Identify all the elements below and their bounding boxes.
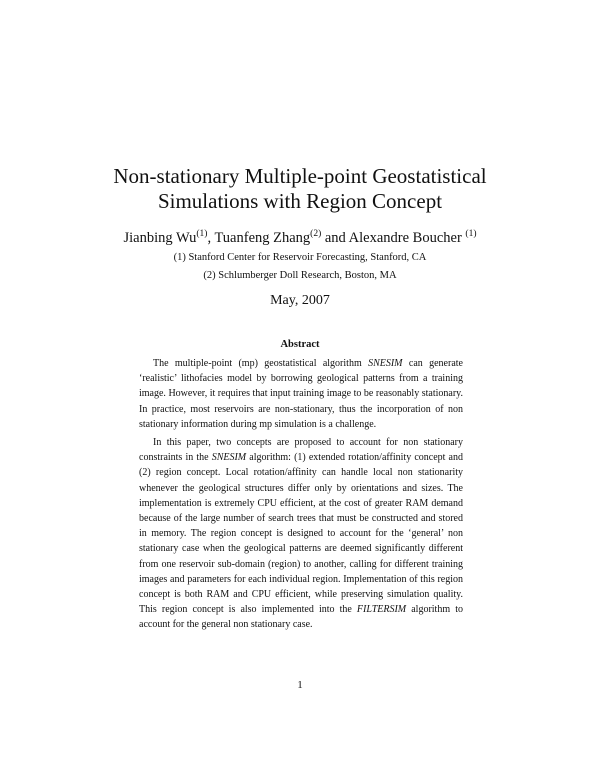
- author-name: Tuanfeng Zhang: [214, 230, 311, 246]
- author-separator: ,: [207, 230, 215, 246]
- abstract-text: In this paper, two concepts are proposed to account for non stationary constraints in the: [139, 437, 463, 464]
- abstract-paragraph: [139, 356, 463, 432]
- author-affiliation-mark: (2): [310, 229, 322, 239]
- author-separator: and: [321, 230, 349, 246]
- abstract-heading: Abstract: [280, 339, 320, 350]
- abstract-text: algorithm: (1) extended rotation/affinity concept and (2) region concept. Local rotation/affinity can handle local non stationarity whenever the geological structures differ only by orientations and sizes. The implementation is extremely CPU efficient, at the cost of greater RAM demand because of the large number of search trees that must be constructed and stored in memory. The region concept is designed to account for the ‘general’ non stationary case when the geological patterns are deemed significantly different from one reservoir sub-domain (region) to another, calling for different training images and parameters for each individual region. Implementation of this region concept is both RAM and CPU efficient, while preserving simulation quality. This region concept is also implemented into the: [139, 452, 463, 616]
- affiliation-2: (2) Schlumberger Doll Research, Boston, MA: [203, 270, 397, 281]
- paper-title-line-1: Non-stationary Multiple-point Geostatistical: [113, 164, 487, 188]
- algorithm-name: FILTERSIM: [356, 604, 407, 616]
- paper-title-line-2: Simulations with Region Concept: [157, 189, 443, 213]
- abstract-text: can generate ‘realistic’ lithofacies model by borrowing geological patterns from a training image. However, it requires that input training image to be reasonably stationary. In practice, most reservoirs are non-stationary, thus the incorporation of non stationary information during mp simulation is a challenge.: [139, 358, 463, 430]
- algorithm-name: SNESIM: [368, 358, 403, 369]
- abstract-text: The multiple-point (mp) geostatistical algorithm: [153, 358, 369, 369]
- author-affiliation-mark: (1): [465, 229, 477, 239]
- publication-date: May, 2007: [270, 293, 330, 308]
- author-list: [0, 229, 600, 247]
- author-name: Alexandre Boucher: [348, 230, 462, 246]
- author-name: Jianbing Wu: [123, 230, 197, 246]
- abstract-body: [139, 356, 463, 633]
- abstract-text: algorithm to account for the general non stationary case.: [139, 604, 463, 631]
- page-number: 1: [297, 679, 303, 691]
- affiliation-1: (1) Stanford Center for Reservoir Forecasting, Stanford, CA: [173, 252, 427, 263]
- author-affiliation-mark: (1): [196, 229, 208, 239]
- algorithm-name: SNESIM: [211, 452, 247, 464]
- abstract-paragraph: [139, 435, 463, 633]
- paper-title: [0, 164, 600, 214]
